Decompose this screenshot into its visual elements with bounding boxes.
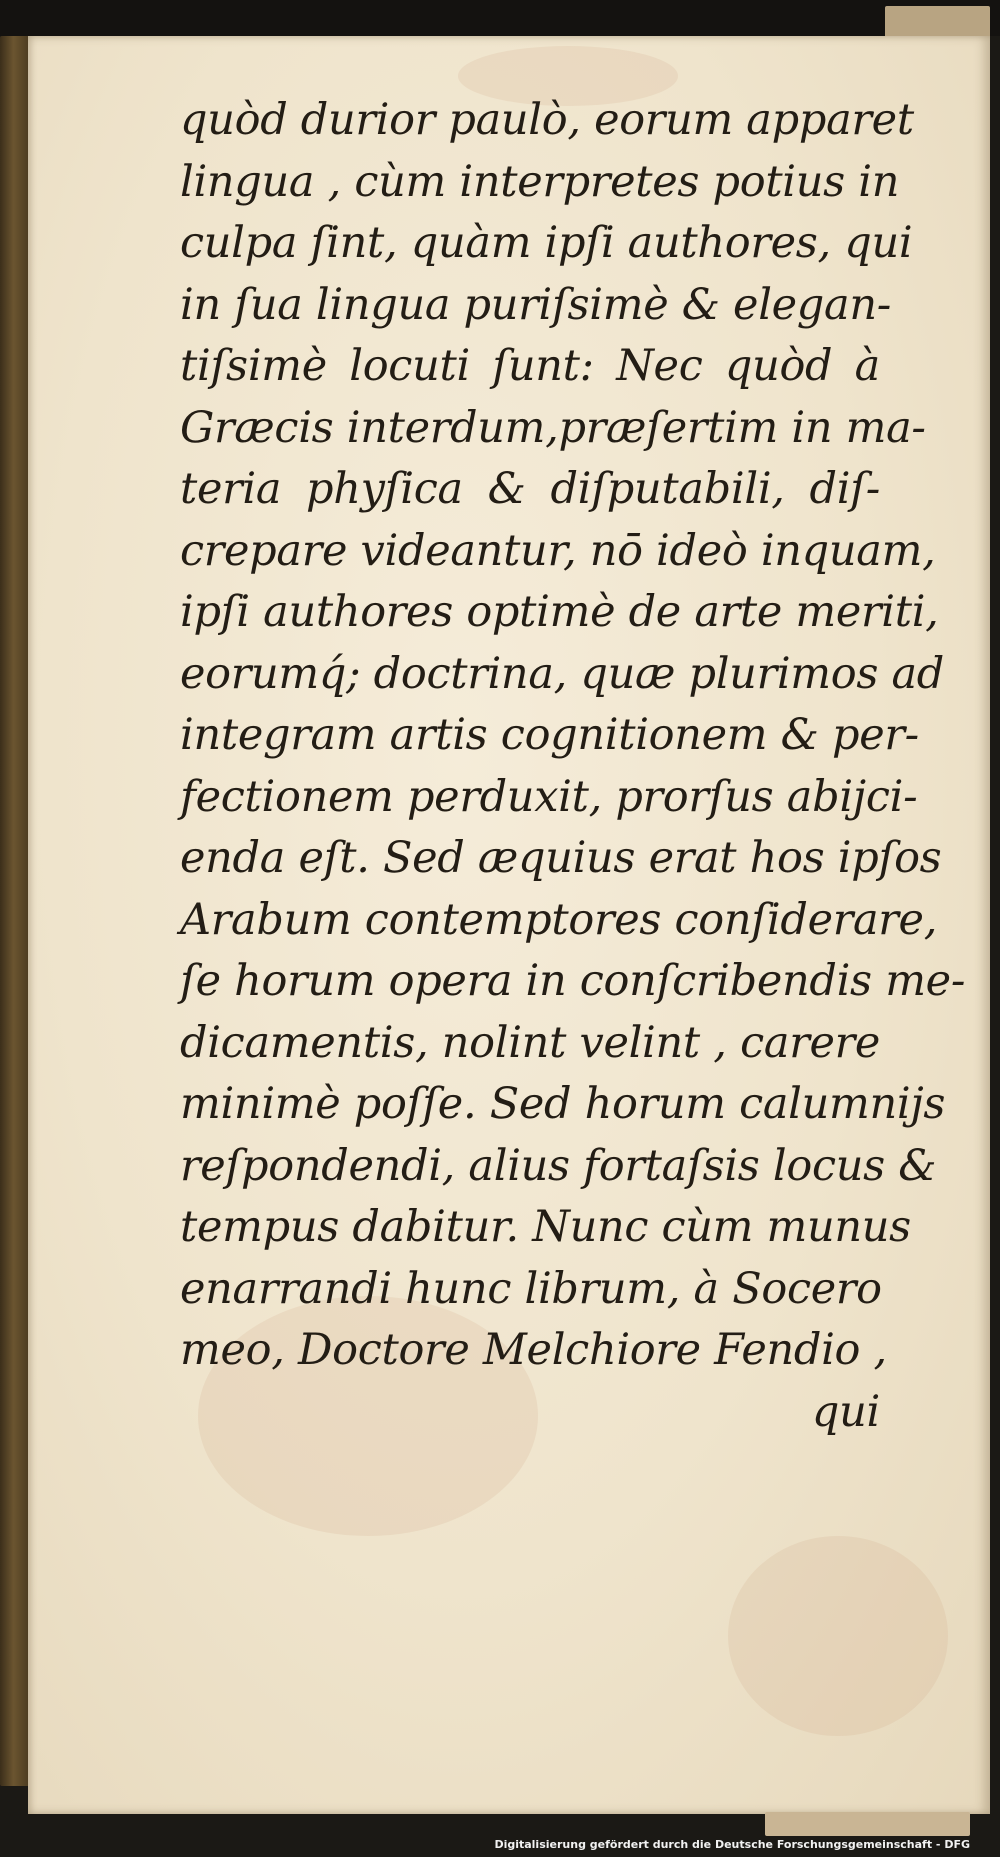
digitization-credit: Digitalisierung gefördert durch die Deutsche Forschungsgemeinschaft - DFG bbox=[494, 1838, 970, 1851]
text-line: Arabum contemptores conſiderare, bbox=[180, 894, 938, 945]
text-line: culpa ſint, quàm ipſi authores, qui bbox=[180, 218, 913, 268]
text-line: meo, Doctore Melchiore Fendio , bbox=[180, 1325, 887, 1375]
text-line: integram artis cognitionem & per- bbox=[180, 710, 919, 760]
text-line: Græcis interdum,præſertim in ma- bbox=[180, 402, 926, 453]
text-line: teria phyſica & diſputabili, diſ- bbox=[180, 464, 880, 514]
bottom-paper-tab bbox=[765, 1812, 970, 1836]
text-line: eorumq́; doctrina, quæ plurimos ad bbox=[180, 648, 945, 699]
catchword: qui bbox=[811, 1386, 880, 1437]
text-line: reſpondendi, alius fortaſsis locus & bbox=[180, 1140, 937, 1191]
text-line: crepare videantur, nō ideò inquam, bbox=[180, 525, 936, 576]
text-line: tiſsimè locuti ſunt: Nec quòd à bbox=[180, 341, 880, 391]
text-line: ipſi authores optimè de arte meriti, bbox=[180, 587, 939, 637]
text-line: enda eſt. Sed æquius erat hos ipſos bbox=[180, 833, 942, 883]
paper-stain bbox=[728, 1536, 948, 1736]
text-line: quòd durior paulò, eorum apparet bbox=[180, 95, 914, 145]
text-line: tempus dabitur. Nunc cùm munus bbox=[180, 1202, 911, 1252]
book-spine bbox=[0, 36, 30, 1786]
text-line: in ſua lingua puriſsimè & elegan- bbox=[180, 279, 891, 330]
text-line: lingua , cùm interpretes potius in bbox=[180, 156, 900, 207]
text-line: fectionem perduxit, prorſus abijci- bbox=[180, 771, 918, 822]
text-line: enarrandi hunc librum, à Socero bbox=[180, 1263, 882, 1314]
page-text bbox=[180, 90, 966, 1443]
top-paper-tab bbox=[885, 6, 990, 38]
top-border bbox=[0, 0, 1000, 36]
text-line: dicamentis, nolint velint , carere bbox=[180, 1017, 880, 1068]
text-line: ſe horum opera in conſcribendis me- bbox=[180, 956, 966, 1006]
text-line: minimè poſſe. Sed horum calumnijs bbox=[180, 1079, 946, 1129]
